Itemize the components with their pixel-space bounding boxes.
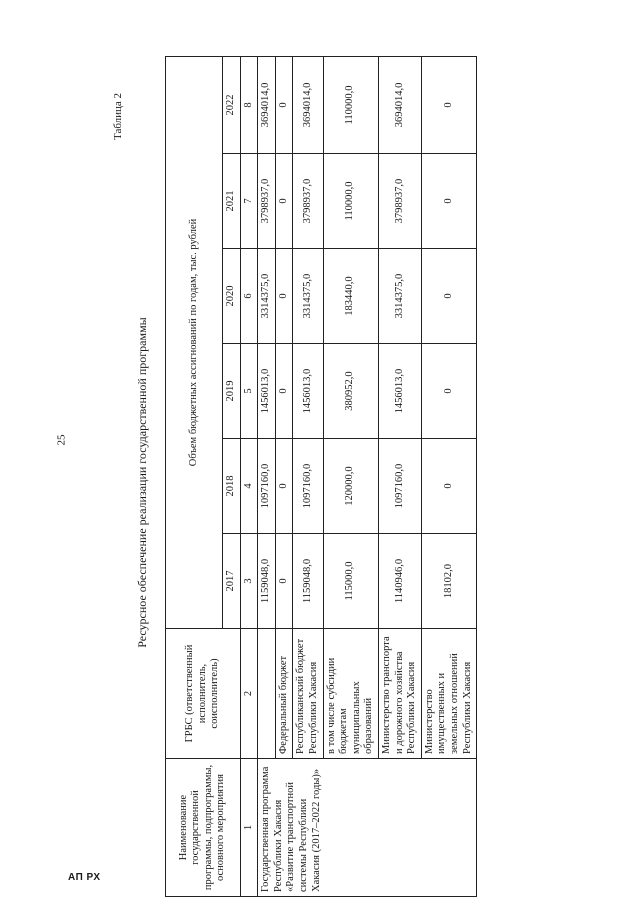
value-cell: 380952,0 (323, 344, 378, 439)
header-year: 2022 (223, 56, 241, 153)
column-number: 5 (240, 344, 258, 439)
value-cell: 0 (275, 154, 293, 249)
grbs-cell: Республиканский бюджет Республики Хакасия (293, 629, 323, 759)
value-cell: 1456013,0 (378, 344, 421, 439)
value-cell: 1140946,0 (378, 534, 421, 629)
grbs-cell: Федеральный бюджет (275, 629, 293, 759)
value-cell: 18102,0 (421, 534, 476, 629)
column-number: 6 (240, 249, 258, 344)
value-cell: 115000,0 (323, 534, 378, 629)
value-cell: 1159048,0 (293, 534, 323, 629)
value-cell: 0 (275, 534, 293, 629)
rotated-page-content (0, 45, 640, 905)
column-number: 8 (240, 56, 258, 153)
header-name: Наименование государственной программы, подпрограммы, основного мероприятия (166, 759, 241, 897)
header-year: 2020 (223, 249, 241, 344)
header-year: 2018 (223, 439, 241, 534)
archive-stamp: АП РХ (68, 872, 101, 883)
value-cell: 3694014,0 (293, 56, 323, 153)
value-cell: 3314375,0 (258, 249, 276, 344)
value-cell: 0 (421, 439, 476, 534)
value-cell: 3694014,0 (258, 56, 276, 153)
value-cell: 0 (421, 154, 476, 249)
value-cell: 0 (421, 56, 476, 153)
value-cell: 3314375,0 (378, 249, 421, 344)
value-cell: 3798937,0 (378, 154, 421, 249)
grbs-cell: Министерство имущественных и земельных отношений Республики Хакасия (421, 629, 476, 759)
document-title: Ресурсное обеспечение реализации государственной программы (135, 317, 149, 648)
header-year: 2021 (223, 154, 241, 249)
value-cell: 3694014,0 (378, 56, 421, 153)
value-cell: 0 (421, 249, 476, 344)
resource-table (165, 56, 477, 897)
grbs-cell (258, 629, 276, 759)
header-year: 2019 (223, 344, 241, 439)
table-label: Таблица 2 (112, 92, 124, 140)
value-cell: 0 (421, 344, 476, 439)
header-year: 2017 (223, 534, 241, 629)
column-number: 4 (240, 439, 258, 534)
value-cell: 183440,0 (323, 249, 378, 344)
value-cell: 1097160,0 (378, 439, 421, 534)
grbs-cell: в том числе субсидии бюджетам муниципальных образований (323, 629, 378, 759)
value-cell: 1097160,0 (258, 439, 276, 534)
value-cell: 3798937,0 (293, 154, 323, 249)
column-number: 7 (240, 154, 258, 249)
value-cell: 3314375,0 (293, 249, 323, 344)
table-row (258, 56, 276, 896)
column-number: 1 (240, 759, 258, 897)
value-cell: 0 (275, 439, 293, 534)
header-grbs: ГРБС (ответственный исполнитель, соисполнитель) (166, 629, 241, 759)
page-number: 25 (55, 434, 68, 446)
value-cell: 110000,0 (323, 154, 378, 249)
value-cell: 1456013,0 (258, 344, 276, 439)
grbs-cell: Министерство транспорта и дорожного хозяйства Республики Хакасия (378, 629, 421, 759)
value-cell: 0 (275, 56, 293, 153)
value-cell: 1159048,0 (258, 534, 276, 629)
value-cell: 120000,0 (323, 439, 378, 534)
header-volume: Объем бюджетных ассигнований по годам, тыс. рублей (166, 56, 223, 628)
value-cell: 110000,0 (323, 56, 378, 153)
value-cell: 3798937,0 (258, 154, 276, 249)
value-cell: 1097160,0 (293, 439, 323, 534)
column-number: 3 (240, 534, 258, 629)
column-number: 2 (240, 629, 258, 759)
value-cell: 0 (275, 249, 293, 344)
program-name-cell: Государственная программа Республики Хакасия «Развитие транспортной системы Республики Хакасия (2017–2022 годы)» (258, 759, 477, 897)
value-cell: 0 (275, 344, 293, 439)
value-cell: 1456013,0 (293, 344, 323, 439)
